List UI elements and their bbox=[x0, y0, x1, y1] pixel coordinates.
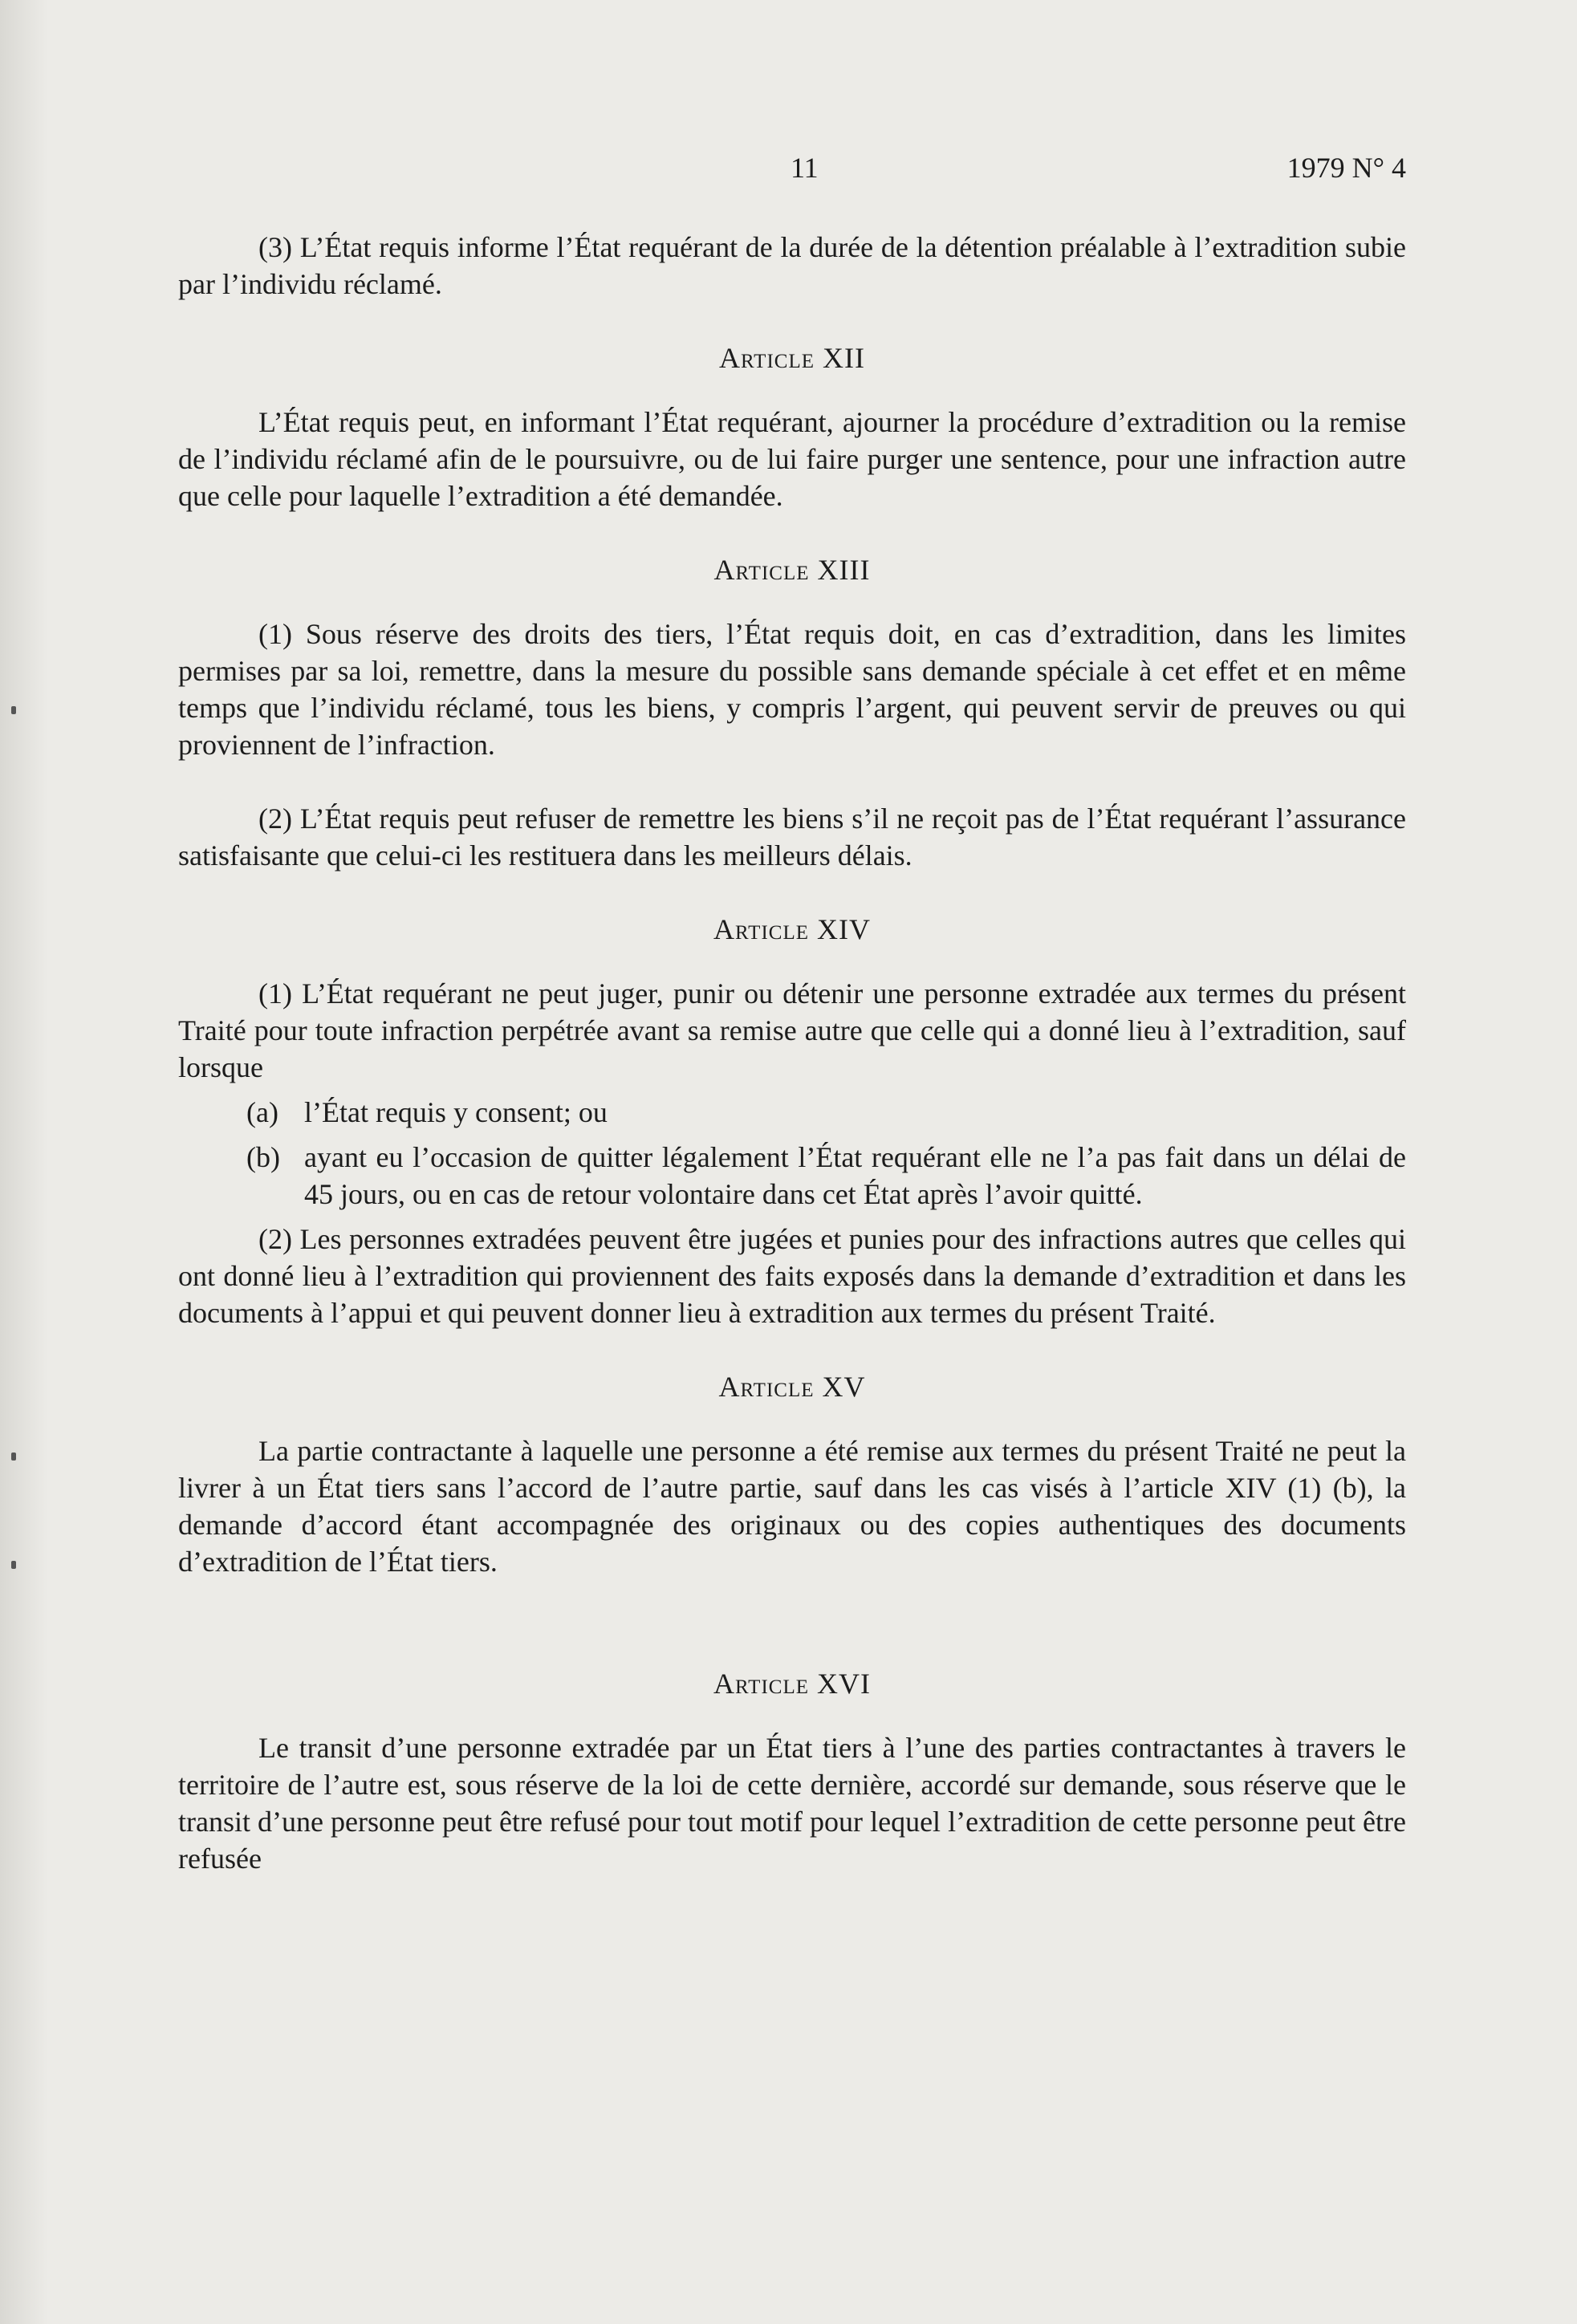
article-heading: Article XIV bbox=[713, 913, 871, 945]
list-item-text: ayant eu l’occasion de quitter légalement l’État requérant elle ne l’a pas fait dans un délai de 45 jours, ou en cas de retour volontaire dans cet État après l’avoir quitté. bbox=[304, 1141, 1406, 1210]
binding-mark bbox=[11, 1561, 16, 1569]
article-heading: Article XVI bbox=[713, 1668, 871, 1700]
paragraph: (3) L’État requis informe l’État requérant de la durée de la détention préalable à l’extradition subie par l’individu réclamé. bbox=[178, 231, 1406, 300]
list-item bbox=[246, 1139, 1406, 1213]
list-item bbox=[246, 1094, 1406, 1131]
list-item-label: (a) bbox=[246, 1096, 278, 1128]
page-header bbox=[0, 151, 1577, 191]
article-heading: Article XII bbox=[719, 342, 865, 374]
list-item-label: (b) bbox=[246, 1141, 280, 1173]
spacer bbox=[178, 1617, 1406, 1656]
document-reference: 1979 N° 4 bbox=[1286, 152, 1406, 184]
binding-mark bbox=[11, 706, 16, 714]
article-heading: Article XV bbox=[718, 1371, 866, 1403]
binding-mark bbox=[11, 1452, 16, 1461]
paragraph: (1) Sous réserve des droits des tiers, l’État requis doit, en cas d’extradition, dans les limites permises par sa loi, remettre, dans la mesure du possible sans demande spéciale à cet effet et en même temps que l’individu réclamé, tous les biens, y compris l’argent, qui peuvent servir de preuves ou qui proviennent de l’infraction. bbox=[178, 618, 1406, 761]
document-body bbox=[178, 229, 1406, 1914]
list-item-text: l’État requis y consent; ou bbox=[304, 1096, 608, 1128]
paragraph: (1) L’État requérant ne peut juger, punir ou détenir une personne extradée aux termes du présent Traité pour toute infraction perpétrée avant sa remise autre que celle qui a donné lieu à l’extradition, sauf lorsque bbox=[178, 977, 1406, 1083]
page-number: 11 bbox=[791, 152, 819, 184]
paragraph: La partie contractante à laquelle une personne a été remise aux termes du présent Traité ne peut la livrer à un État tiers sans l’accord de l’autre partie, sauf dans les cas visés à l’article XIV (1) (b), la demande d’accord étant accompagnée des originaux ou des copies authentiques des documents d’extradition de l’État tiers. bbox=[178, 1435, 1406, 1578]
paragraph: (2) L’État requis peut refuser de remettre les biens s’il ne reçoit pas de l’État requérant l’assurance satisfaisante que celui-ci les restituera dans les meilleurs délais. bbox=[178, 802, 1406, 872]
article-heading: Article XIII bbox=[713, 554, 871, 586]
paragraph: Le transit d’une personne extradée par un État tiers à l’une des parties contractantes à travers le territoire de l’autre est, sous réserve de la loi de cette dernière, accordé sur demande, sous réserve que le transit d’une personne peut être refusé pour tout motif pour lequel l’extradition de cette personne peut être refusée bbox=[178, 1732, 1406, 1875]
page-fold-shadow bbox=[0, 0, 48, 2324]
paragraph: L’État requis peut, en informant l’État requérant, ajourner la procédure d’extradition ou la remise de l’individu réclamé afin de le poursuivre, ou de lui faire purger une sentence, pour une infraction autre que celle pour laquelle l’extradition a été demandée. bbox=[178, 406, 1406, 512]
paragraph: (2) Les personnes extradées peuvent être jugées et punies pour des infractions autres que celles qui ont donné lieu à l’extradition qui proviennent des faits exposés dans la demande d’extradition et dans les documents à l’appui et qui peuvent donner lieu à extradition aux termes du présent Traité. bbox=[178, 1223, 1406, 1329]
